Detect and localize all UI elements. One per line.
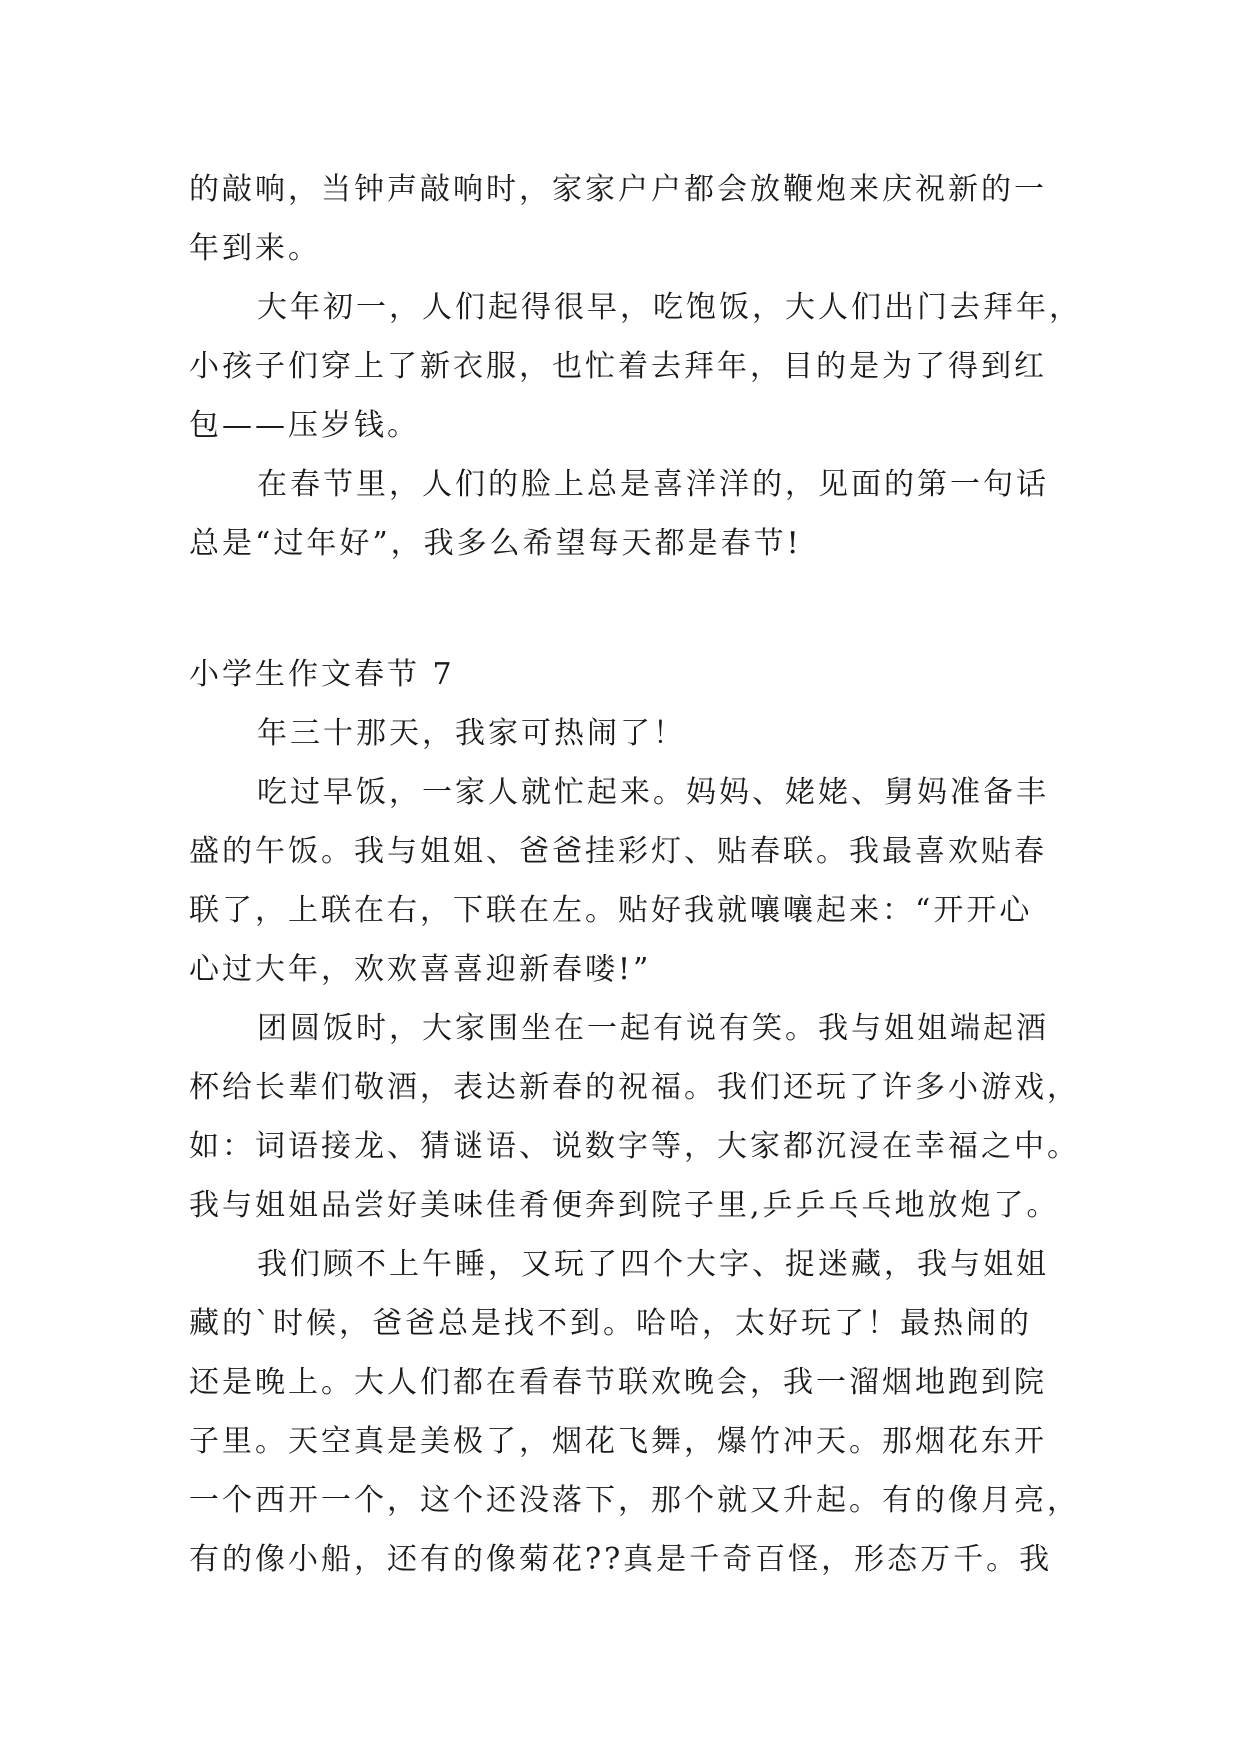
text-line: 如：词语接龙、猜谜语、说数字等，大家都沉浸在幸福之中。: [189, 1129, 1080, 1164]
paragraph-6: [189, 999, 1080, 1235]
paragraph-7: [189, 1235, 1080, 1589]
text-line: 有的像小船，还有的像菊花??真是千奇百怪，形态万千。我: [189, 1542, 1053, 1577]
text-line: 大年初一，人们起得很早，吃饱饭，大人们出门去拜年，: [257, 290, 1082, 325]
text-line: 年三十那天，我家可热闹了！: [257, 716, 686, 751]
text-line: 子里。天空真是美极了，烟花飞舞，爆竹冲天。那烟花东开: [189, 1424, 1047, 1459]
text-line: 盛的午饭。我与姐姐、爸爸挂彩灯、贴春联。我最喜欢贴春: [189, 834, 1047, 869]
text-line: 包——压岁钱。: [189, 408, 420, 443]
text-line: 年到来。: [189, 231, 321, 266]
section-title: 小学生作文春节 7: [189, 657, 455, 692]
text-line: 的敲响，当钟声敲响时，家家户户都会放鞭炮来庆祝新的一: [189, 172, 1047, 207]
text-line: 我们顾不上午睡，又玩了四个大字、捉迷藏，我与姐姐: [257, 1247, 1049, 1282]
text-line: 在春节里，人们的脸上总是喜洋洋的，见面的第一句话: [257, 467, 1049, 502]
text-line: 我与姐姐品尝好美味佳肴便奔到院子里,乒乒乓乓地放炮了。: [189, 1188, 1060, 1223]
text-line: 藏的`时候，爸爸总是找不到。哈哈，太好玩了！最热闹的: [189, 1306, 1032, 1341]
document-page: [189, 160, 1082, 1589]
paragraph-5: [189, 763, 1054, 999]
text-line: 小孩子们穿上了新衣服，也忙着去拜年，目的是为了得到红: [189, 349, 1047, 384]
text-line: 杯给长辈们敬酒，表达新春的祝福。我们还玩了许多小游戏，: [189, 1070, 1080, 1105]
paragraph-2: [189, 278, 1082, 455]
text-line: 总是“过年好”，我多么希望每天都是春节!: [189, 526, 802, 561]
section-spacer: [189, 573, 1054, 645]
text-line: 还是晚上。大人们都在看春节联欢晚会，我一溜烟地跑到院: [189, 1365, 1047, 1400]
text-line: 团圆饭时，大家围坐在一起有说有笑。我与姐姐端起酒: [257, 1011, 1049, 1046]
text-line: 吃过早饭，一家人就忙起来。妈妈、姥姥、舅妈准备丰: [257, 775, 1049, 810]
paragraph-1: [189, 160, 1054, 278]
paragraph-3: [189, 455, 1054, 573]
text-line: 联了，上联在右，下联在左。贴好我就嚷嚷起来：“开开心: [189, 893, 1033, 928]
text-line: 一个西开一个，这个还没落下，那个就又升起。有的像月亮，: [189, 1483, 1080, 1518]
paragraph-4: [189, 704, 1054, 763]
text-line: 心过大年，欢欢喜喜迎新春喽!”: [189, 952, 652, 987]
